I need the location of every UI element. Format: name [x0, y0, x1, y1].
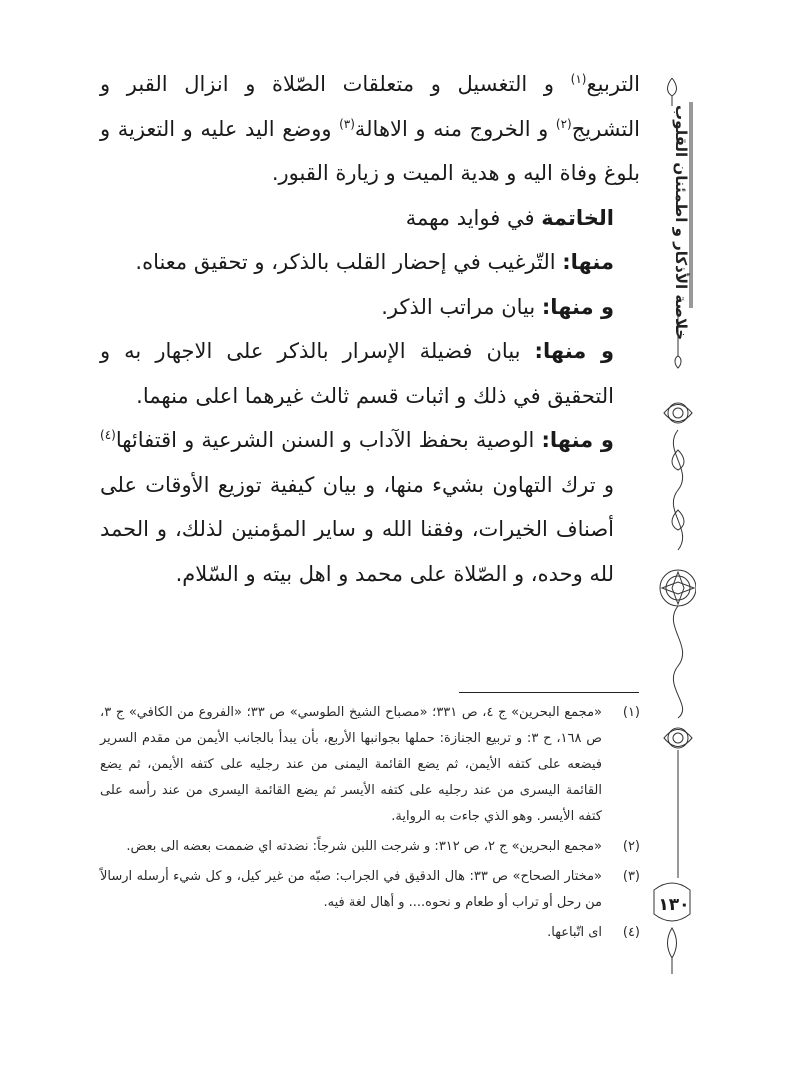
item-label: و منها: — [541, 294, 614, 319]
khatima-label: الخاتمة — [541, 205, 614, 230]
footnotes — [100, 700, 640, 950]
footnote-text: «مجمع البحرين» ج ٤، ص ٣٣١؛ «مصباح الشيخ الطوسي» ص ٣٣؛ «الفروع من الكافي» ج ٣، ص ١٦٨، ح ٣: و تربيع الجنازة: حملها بجوانبها الأربع، بأن يبدأ بالجانب الأيمن من مقدم السرير فيضعه على كتفه الأيمن، ثم يضع القائمة اليمنى من عند رجليه على كتفه الأيمن، ثم يضع القائمة اليسرى من عند رجليه على كتفه الأيسر ثم يضع القائمة اليسرى من عند رأسه على كتفه الأيسر. وهو الذي جاءت به الرواية. — [100, 705, 602, 824]
item-3 — [100, 329, 640, 418]
footnote-ref: (٤) — [100, 428, 116, 442]
item-text: التّرغيب في إحضار القلب بالذكر، و تحقيق معناه. — [135, 250, 563, 274]
item-text: الوصية بحفظ الآداب و السنن الشرعية و اقتفائها — [115, 428, 542, 452]
item-label: منها: — [562, 250, 614, 274]
footnote — [100, 864, 640, 916]
item-text: بيان مراتب الذكر. — [381, 294, 542, 319]
item-4 — [100, 418, 640, 596]
text-segment: و الخروج منه و الاهالة — [354, 116, 556, 141]
item-text: بيان فضيلة الإسرار بالذكر على الاجهار به و التحقيق في ذلك و اثبات قسم ثالث غيرهما اعلى منهما. — [100, 339, 614, 408]
footnote-number: (١) — [622, 705, 640, 720]
item-label: و منها: — [541, 428, 614, 452]
item-2 — [100, 285, 640, 330]
text-segment: ووضع اليد عليه و التعزية و بلوغ وفاة اليه و هدية الميت و زيارة القبور. — [100, 116, 640, 185]
item-text: و ترك التهاون بشيء منها، و بيان كيفية توزيع الأوقات على أصناف الخيرات، وفقنا الله و ساير المؤمنين لذلك، و الحمد لله وحده، و الصّلاة على محمد و اهل بيته و السّلام. — [100, 472, 614, 586]
khatima-heading — [100, 196, 640, 241]
footnote-number: (٤) — [622, 925, 640, 940]
footnote-ref: (١) — [570, 72, 587, 86]
footnote — [100, 834, 640, 860]
footnote-ref: (٣) — [339, 116, 355, 131]
paragraph-intro — [100, 62, 640, 196]
text-segment: و التغسيل و متعلقات الصّلاة و انزال القبر و التشريج — [100, 72, 640, 141]
khatima-text: في فوايد مهمة — [405, 205, 542, 230]
running-title: خلاصة الأذكار و اطمئنان القلوب — [672, 105, 690, 341]
footnote — [100, 920, 640, 946]
footnote-ref: (٢) — [555, 116, 572, 131]
footnote-text: «مختار الصحاح» ص ٣٣: هال الدقيق في الجراب: صبّه من غير كيل، و كل شيء أرسله ارسالاً من رحل أو تراب أو طعام و نحوه.... و أهال لغة فيه. — [100, 869, 602, 910]
item-1 — [100, 240, 640, 285]
page-number: ١٣٠ — [658, 895, 690, 915]
footnote — [100, 700, 640, 830]
footnote-number: (٣) — [622, 869, 640, 884]
text-segment: التربيع — [586, 72, 640, 96]
footnote-number: (٢) — [622, 839, 640, 854]
main-text — [100, 62, 640, 596]
footnote-text: «مجمع البحرين» ج ٢، ص ٣١٢: و شرجت اللبن شرجاً: نضدته اي ضممت بعضه الى بعض. — [126, 839, 602, 854]
footnote-text: اى اتّباعها. — [547, 925, 602, 940]
footnote-divider — [459, 692, 639, 693]
item-label: و منها: — [534, 339, 614, 363]
